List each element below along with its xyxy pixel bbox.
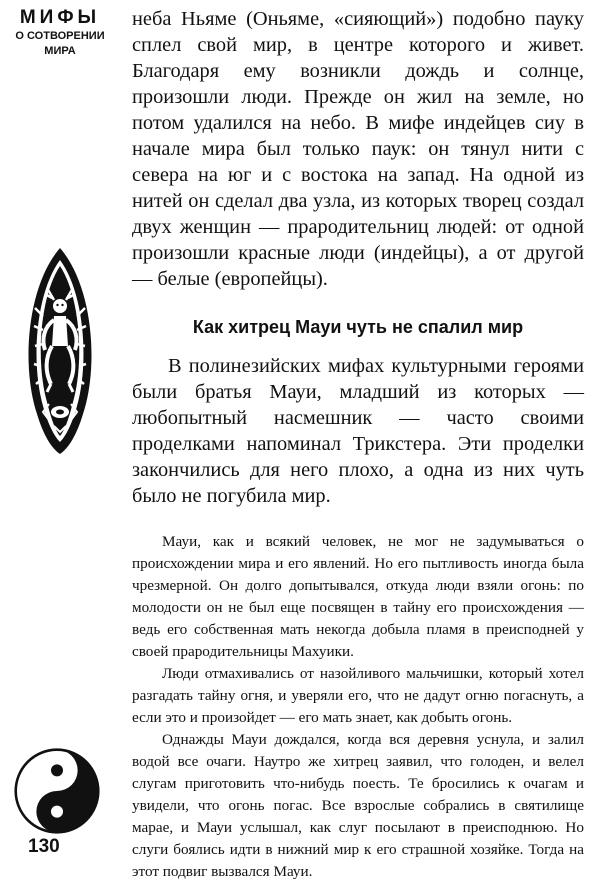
mythic-figure-ornament-icon: [21, 246, 99, 456]
series-title-line2: О СОТВОРЕНИИ: [15, 30, 105, 42]
body-paragraph-continued: неба Ньяме (Оньяме, «сияющий») подобно пауку сплел свой мир, в центре которого и живет. Благодаря ему возникли дождь и солнце, произошли люди. Прежде он жил на земле, но потом удалился на небо. В мифе индейцев сиу в начале мира был только паук: он тянул нити с севера на юг и с востока на запад. На одной из нитей он сделал два узла, из которых творец создал двух женщин — прародительниц людей: от одной произошли красные люди (индейцы), а от другой — белые (европейцы).: [132, 8, 584, 290]
series-title: [10, 8, 110, 57]
narrative-paragraph: Люди отмахивались от назойливого мальчишки, который хотел разгадать тайну огня, и уверяли его, что не дадут огню погаснуть, а если это и произойдет — его мать знает, как добыть огонь.: [132, 665, 584, 726]
section-heading: Как хитрец Мауи чуть не спалил мир: [192, 317, 524, 337]
yin-yang-icon: [14, 748, 100, 834]
page-sidebar: [0, 0, 118, 874]
series-title-line3: МИРА: [44, 45, 76, 57]
narrative-block: [132, 531, 584, 883]
body-paragraph-intro: В полинезийских мифах культурными героями были братья Мауи, младший из которых — любопытный насмешник — часто своими проделками напоминал Трикстера. Эти проделки закончились для него плохо, а одна из них чуть было не погубила мир.: [132, 355, 584, 507]
page-body: [132, 6, 584, 883]
narrative-paragraph: Мауи, как и всякий человек, не мог не задумываться о происхождении мира и его явлений. Но его пытливость иногда была чрезмерной. Он долго допытывался, откуда люди взяли огонь: по молодости он не был еще посвящен в тайну его происхождения — ведь его собственная мать некогда добыла пламя в преисподней у своей прародительницы Махуики.: [132, 533, 584, 660]
page-number: 130: [28, 836, 60, 857]
series-title-main: МИФЫ: [19, 7, 101, 28]
narrative-paragraph: Однажды Мауи дождался, когда вся деревня уснула, и залил водой все очаги. Наутро же хитрец заявил, что голоден, и велел слугам приготовить что-нибудь поесть. Те бросились к очагам и увидели, что огонь погас. Все взрослые собрались в святилище марае, и Мауи услышал, как слуг посылают в преисподнюю. Но слуги боялись идти в нижний мир к его страшной хозяйке. Тогда на этот подвиг вызвался Мауи.: [132, 731, 584, 880]
